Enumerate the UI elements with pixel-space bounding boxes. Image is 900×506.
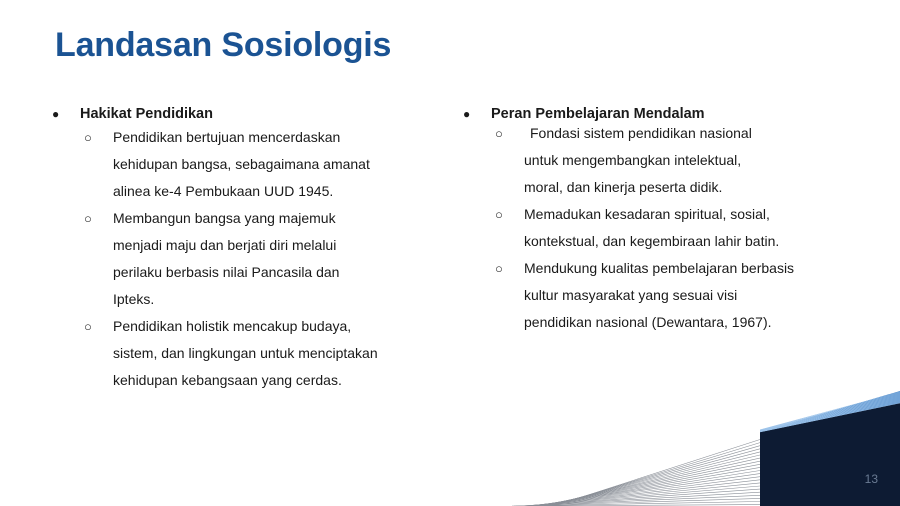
item-line: Pendidikan holistik mencakup budaya, [113,318,352,334]
gray-stripe-lines [512,440,760,506]
hollow-bullet-icon: ○ [495,126,503,141]
heading-text: Hakikat Pendidikan [80,106,213,122]
navy-block [760,403,900,506]
filled-bullet-icon: ● [52,107,60,121]
hollow-bullet-icon: ○ [84,211,92,226]
item-line: Memadukan kesadaran spiritual, sosial, [524,206,770,222]
item-line: Pendidikan bertujuan mencerdaskan [113,129,341,145]
item-line: untuk mengembangkan intelektual, [524,152,742,168]
item-line: menjadi maju dan berjati diri melalui [113,237,337,253]
slide-title: Landasan Sosiologis [55,26,392,64]
item-line: alinea ke-4 Pembukaan UUD 1945. [113,183,334,199]
item-line: Membangun bangsa yang majemuk [113,210,336,226]
item-line: Mendukung kualitas pembelajaran berbasis [524,260,795,276]
item-line: kehidupan kebangsaan yang cerdas. [113,372,342,388]
item-line: Fondasi sistem pendidikan nasional [530,125,752,141]
item-line: Ipteks. [113,291,155,307]
heading-text: Peran Pembelajaran Mendalam [491,106,705,122]
item-line: sistem, dan lingkungan untuk menciptakan [113,345,378,361]
item-line: kontekstual, dan kegembiraan lahir batin. [524,233,780,249]
item-line: moral, dan kinerja peserta didik. [524,179,723,195]
hollow-bullet-icon: ○ [84,319,92,334]
hollow-bullet-icon: ○ [495,261,503,276]
item-line: kehidupan bangsa, sebagaimana amanat [113,156,370,172]
hollow-bullet-icon: ○ [84,130,92,145]
filled-bullet-icon: ● [463,107,471,121]
item-line: kultur masyarakat yang sesuai visi [524,287,738,303]
item-line: perilaku berbasis nilai Pancasila dan [113,264,340,280]
page-number: 13 [864,472,878,486]
hollow-bullet-icon: ○ [495,207,503,222]
item-line: pendidikan nasional (Dewantara, 1967). [524,314,772,330]
